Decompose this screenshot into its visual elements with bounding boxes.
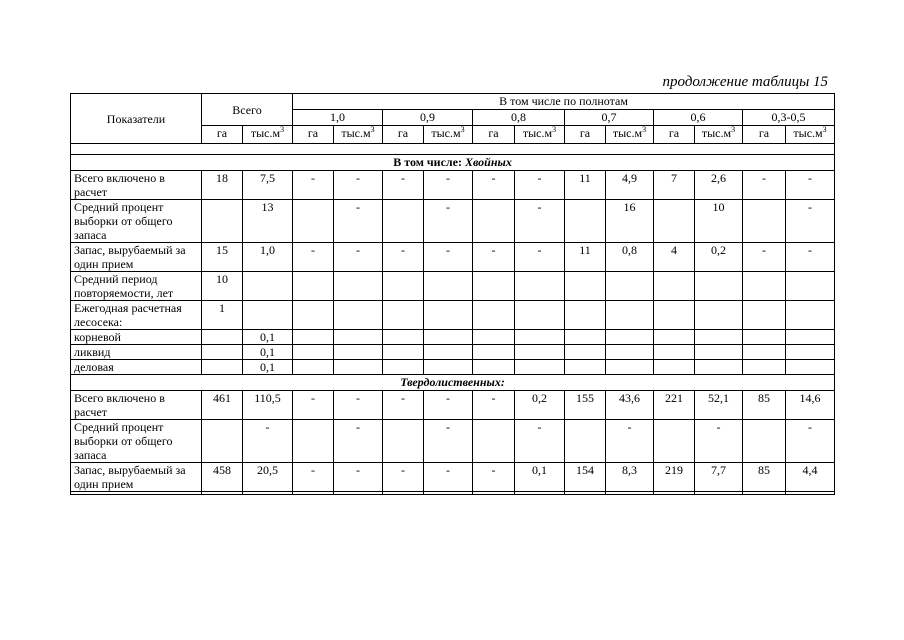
table-cell: 10: [202, 272, 243, 301]
table-cell: [695, 301, 743, 330]
table-cell: -: [786, 171, 835, 200]
table-cell: -: [743, 243, 786, 272]
table-cell: 7,5: [243, 171, 293, 200]
table-cell: [424, 345, 473, 360]
header-density-0: 1,0: [293, 110, 383, 126]
table-cell: [515, 301, 565, 330]
table-row: [71, 171, 835, 200]
table-row: [71, 391, 835, 420]
table-cell: 85: [743, 463, 786, 492]
table-cell: 0,1: [243, 345, 293, 360]
table-cell: [334, 345, 383, 360]
header-unit-volume: $тыс.м^3$: [786, 126, 835, 144]
header-unit-volume: $тыс.м^3$: [695, 126, 743, 144]
row-label: Всего включено в расчет: [71, 171, 202, 200]
table-cell: [293, 360, 334, 375]
table-row: [71, 272, 835, 301]
table-cell: [202, 360, 243, 375]
table-cell: [515, 272, 565, 301]
header-unit-ha: га: [473, 126, 515, 144]
table-cell: [473, 345, 515, 360]
row-label: Запас, вырубаемый за один прием: [71, 243, 202, 272]
table-cell: -: [243, 420, 293, 463]
table-cell: [695, 360, 743, 375]
header-density-5: 0,3-0,5: [743, 110, 835, 126]
header-unit-volume: $тыс.м^3$: [606, 126, 654, 144]
table-cell: 7,7: [695, 463, 743, 492]
table-cell: -: [473, 171, 515, 200]
table-cell: 20,5: [243, 463, 293, 492]
table-cell: 8,3: [606, 463, 654, 492]
section-title: В том числе: Хвойных: [71, 155, 835, 171]
table-cell: 1,0: [243, 243, 293, 272]
table-cell: 18: [202, 171, 243, 200]
header-density-3: 0,7: [565, 110, 654, 126]
table-cell: [654, 272, 695, 301]
table-cell: [565, 301, 606, 330]
table-cell: -: [424, 171, 473, 200]
table-continuation-caption: продолжение таблицы 15: [662, 74, 828, 90]
table-cell: [786, 345, 835, 360]
table-cell: -: [334, 420, 383, 463]
table-cell: 10: [695, 200, 743, 243]
table-cell: [654, 360, 695, 375]
header-indicators: Показатели: [71, 94, 202, 144]
row-label: ликвид: [71, 345, 202, 360]
table-cell: -: [695, 420, 743, 463]
table-cell: [606, 345, 654, 360]
table-cell: [473, 200, 515, 243]
table-cell: [424, 360, 473, 375]
table-cell: [654, 330, 695, 345]
table-cell: -: [383, 391, 424, 420]
table-cell: 0,1: [515, 463, 565, 492]
table-cell: [334, 330, 383, 345]
table-cell: [743, 420, 786, 463]
table-cell: [293, 301, 334, 330]
table-cell: -: [473, 243, 515, 272]
table-row: [71, 301, 835, 330]
table-cell: -: [473, 463, 515, 492]
table-cell: -: [334, 243, 383, 272]
table-cell: [293, 272, 334, 301]
header-by-density: В том числе по полнотам: [293, 94, 835, 110]
table-cell: 0,2: [515, 391, 565, 420]
table-cell: [202, 420, 243, 463]
table-cell: [654, 420, 695, 463]
table-cell: 0,1: [243, 360, 293, 375]
table-cell: -: [293, 243, 334, 272]
row-label: деловая: [71, 360, 202, 375]
table-cell: -: [293, 391, 334, 420]
table-cell: [383, 420, 424, 463]
table-cell: 4,4: [786, 463, 835, 492]
table-cell: [202, 200, 243, 243]
table-cell: [606, 272, 654, 301]
table-cell: [743, 330, 786, 345]
table-cell: [565, 360, 606, 375]
table-cell: [515, 360, 565, 375]
row-label: Средний период повторяемости, лет: [71, 272, 202, 301]
table-cell: -: [383, 463, 424, 492]
table-cell: [786, 360, 835, 375]
table-cell: -: [473, 391, 515, 420]
table-cell: [383, 200, 424, 243]
table-cell: -: [383, 171, 424, 200]
table-cell: 221: [654, 391, 695, 420]
table-cell: [202, 330, 243, 345]
table-cell: -: [515, 420, 565, 463]
table-cell: 4: [654, 243, 695, 272]
table-cell: [383, 360, 424, 375]
table-cell: [786, 272, 835, 301]
header-density-4: 0,6: [654, 110, 743, 126]
table-cell: [473, 360, 515, 375]
table-cell: [334, 272, 383, 301]
table-cell: [565, 272, 606, 301]
table-row: [71, 243, 835, 272]
row-label: корневой: [71, 330, 202, 345]
table-cell: [743, 301, 786, 330]
table-cell: [515, 345, 565, 360]
table-cell: 1: [202, 301, 243, 330]
table-cell: -: [424, 200, 473, 243]
table-row: [71, 330, 835, 345]
header-unit-ha: га: [202, 126, 243, 144]
section-title: Твердолиственных:: [71, 375, 835, 391]
table-cell: 0,8: [606, 243, 654, 272]
table-cell: [243, 272, 293, 301]
table-row: [71, 200, 835, 243]
table-cell: [383, 345, 424, 360]
table-cell: 15: [202, 243, 243, 272]
table-cell: 154: [565, 463, 606, 492]
header-unit-volume: $тыс.м^3$: [334, 126, 383, 144]
table-row: [71, 420, 835, 463]
table-cell: 4,9: [606, 171, 654, 200]
spacer-row: [71, 144, 835, 155]
table-cell: 155: [565, 391, 606, 420]
table-cell: -: [424, 463, 473, 492]
table-cell: -: [293, 463, 334, 492]
table-cell: -: [334, 200, 383, 243]
table-row: [71, 345, 835, 360]
table-cell: [383, 272, 424, 301]
table-cell: [606, 301, 654, 330]
table-cell: -: [606, 420, 654, 463]
table-cell: 14,6: [786, 391, 835, 420]
table-cell: [743, 360, 786, 375]
table-cell: [424, 272, 473, 301]
table-cell: [743, 200, 786, 243]
table-cell: -: [515, 200, 565, 243]
table-cell: 0,1: [243, 330, 293, 345]
section-header-row: [71, 375, 835, 391]
table-cell: 13: [243, 200, 293, 243]
table-cell: [695, 330, 743, 345]
table-cell: -: [786, 420, 835, 463]
table-cell: -: [743, 171, 786, 200]
table-cell: [334, 360, 383, 375]
table-cell: -: [334, 171, 383, 200]
table-cell: 2,6: [695, 171, 743, 200]
table-cell: -: [334, 391, 383, 420]
table-cell: [293, 200, 334, 243]
table-cell: -: [786, 243, 835, 272]
row-label: Запас, вырубаемый за один прием: [71, 463, 202, 492]
table-cell: [654, 200, 695, 243]
table-cell: 7: [654, 171, 695, 200]
header-density-2: 0,8: [473, 110, 565, 126]
table-cell: -: [515, 171, 565, 200]
header-unit-ha: га: [565, 126, 606, 144]
table-cell: [565, 420, 606, 463]
row-label: Ежегодная расчетная лесосека:: [71, 301, 202, 330]
table-cell: 0,2: [695, 243, 743, 272]
table-cell: [654, 301, 695, 330]
forest-data-table: [70, 93, 835, 495]
table-cell: -: [383, 243, 424, 272]
table-cell: [383, 301, 424, 330]
table-cell: [293, 330, 334, 345]
table-cell: [606, 330, 654, 345]
header-unit-ha: га: [383, 126, 424, 144]
table-cell: [695, 345, 743, 360]
table-cell: [424, 330, 473, 345]
table-cell: [565, 345, 606, 360]
table-cell: [473, 330, 515, 345]
table-cell: -: [424, 420, 473, 463]
table-cell: 11: [565, 243, 606, 272]
table-cell: -: [424, 243, 473, 272]
table-cell: [606, 360, 654, 375]
table-cell: [473, 301, 515, 330]
table-cell: 461: [202, 391, 243, 420]
table-cell: 43,6: [606, 391, 654, 420]
trailing-row: [71, 492, 835, 495]
table-cell: [786, 301, 835, 330]
section-header-row: [71, 155, 835, 171]
table-cell: [473, 272, 515, 301]
table-cell: [293, 420, 334, 463]
table-cell: [293, 345, 334, 360]
header-unit-ha: га: [293, 126, 334, 144]
table-cell: [743, 272, 786, 301]
table-cell: [743, 345, 786, 360]
table-cell: [473, 420, 515, 463]
table-cell: 219: [654, 463, 695, 492]
header-unit-ha: га: [654, 126, 695, 144]
table-cell: [424, 301, 473, 330]
table-cell: 16: [606, 200, 654, 243]
table-cell: -: [515, 243, 565, 272]
table-cell: [786, 330, 835, 345]
header-unit-volume: $тыс.м^3$: [243, 126, 293, 144]
table-row: [71, 360, 835, 375]
row-label: Средний процент выборки от общего запаса: [71, 420, 202, 463]
header-total: Всего: [202, 94, 293, 126]
table-cell: 458: [202, 463, 243, 492]
table-cell: [515, 330, 565, 345]
row-label: Средний процент выборки от общего запаса: [71, 200, 202, 243]
table-cell: [565, 200, 606, 243]
table-cell: -: [334, 463, 383, 492]
table-cell: -: [424, 391, 473, 420]
table-cell: [695, 272, 743, 301]
table-cell: [243, 301, 293, 330]
table-cell: [654, 345, 695, 360]
table-cell: 85: [743, 391, 786, 420]
table-cell: -: [293, 171, 334, 200]
table-cell: 110,5: [243, 391, 293, 420]
row-label: Всего включено в расчет: [71, 391, 202, 420]
header-unit-ha: га: [743, 126, 786, 144]
table-cell: [565, 330, 606, 345]
header-unit-volume: $тыс.м^3$: [424, 126, 473, 144]
table-cell: [334, 301, 383, 330]
table-cell: [383, 330, 424, 345]
table-cell: -: [786, 200, 835, 243]
table-cell: 52,1: [695, 391, 743, 420]
header-density-1: 0,9: [383, 110, 473, 126]
table-row: [71, 463, 835, 492]
table-cell: 11: [565, 171, 606, 200]
table-cell: [202, 345, 243, 360]
header-unit-volume: $тыс.м^3$: [515, 126, 565, 144]
